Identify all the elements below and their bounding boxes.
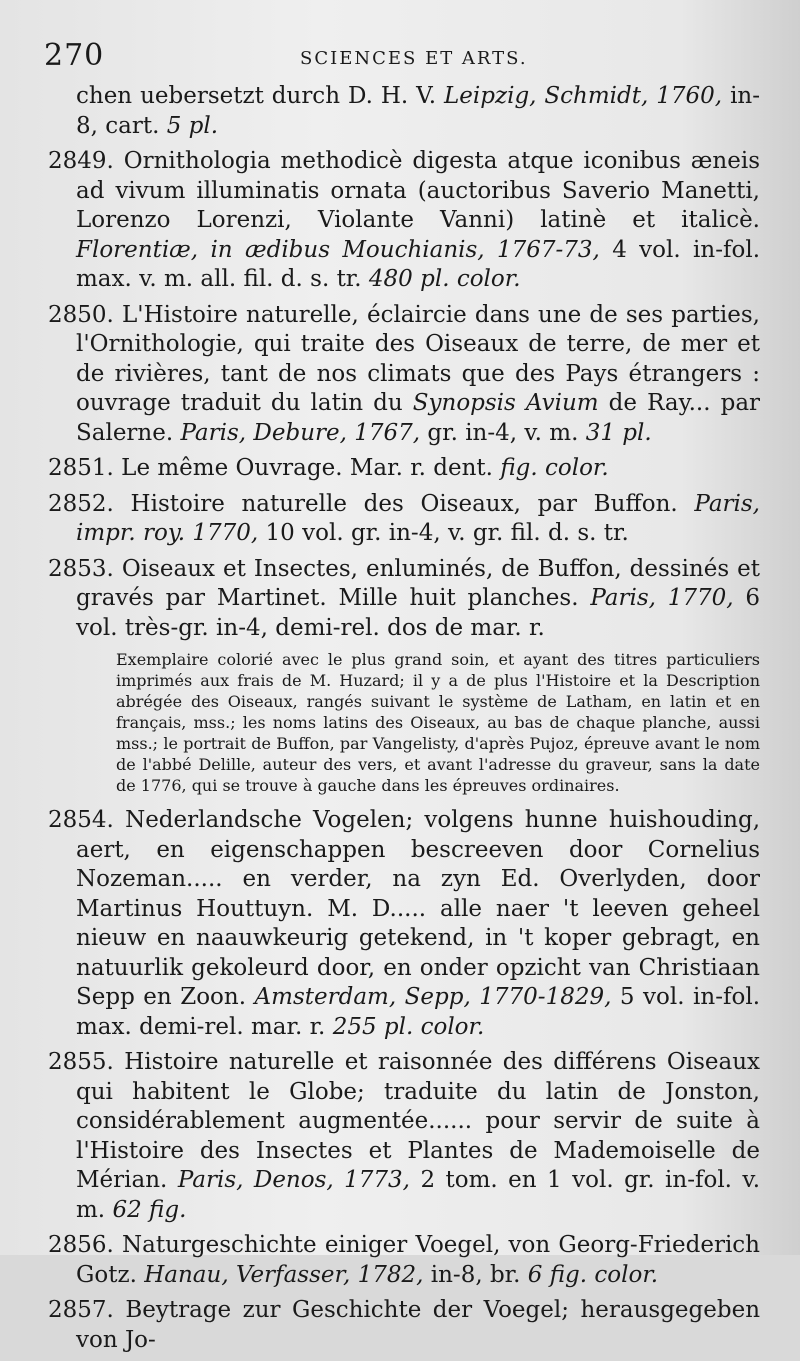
entry-plates: fig. color.	[500, 455, 609, 481]
entry-number: 2856.	[48, 1232, 114, 1258]
entry-number: 2850.	[48, 301, 114, 328]
entry-text: Ornithologia methodicè digesta atque iconibus æneis ad vivum illuminatis ornata (auctoribus Saverio Manetti, Lorenzo Lorenzi, Violante Vanni) latinè et italicè.	[76, 148, 761, 233]
entry-plates: 5 pl.	[166, 112, 219, 139]
entry-imprint: Paris, Debure, 1767,	[180, 419, 421, 446]
entry-number: 2857.	[48, 1297, 114, 1323]
entry-imprint: Florentiæ, in ædibus Mouchianis, 1767-73,	[76, 236, 600, 263]
entry-imprint: Paris, 1770,	[590, 585, 734, 611]
entry-title-italic: Synopsis Avium	[412, 390, 599, 416]
page-number: 270	[44, 38, 105, 73]
entry-number: 2851.	[48, 455, 114, 481]
entry-2854	[48, 806, 760, 1042]
entry-imprint: Paris, Denos, 1773,	[177, 1167, 410, 1193]
entry-format: 4 vol. in-fol. max. v. m. all. fil. d. s. tr.	[76, 236, 761, 292]
entry-format: in-8, br.	[430, 1261, 521, 1288]
entry-number: 2852.	[48, 490, 114, 517]
entry-text: chen uebersetzt durch D. H. V.	[76, 83, 437, 109]
entry-plates: 6 fig. color.	[527, 1261, 659, 1288]
entry-plates: 480 pl. color.	[368, 266, 521, 292]
entry-imprint: Paris, impr. roy. 1770,	[76, 490, 760, 546]
entry-number: 2849.	[48, 148, 114, 174]
entry-format: 10 vol. gr. in-4, v. gr. fil. d. s. tr.	[265, 520, 629, 546]
entry-2849	[48, 147, 760, 295]
entry-text: Beytrage zur Geschichte der Voegel; herausgegeben von Jo-	[76, 1297, 761, 1353]
entry-number: 2855.	[48, 1049, 114, 1075]
entry-text: Nederlandsche Vogelen; volgens hunne huishouding, aert, en eigenschappen bescreeven door Cornelius Nozeman..... en verder, na zyn Ed. Overlyden, door Martinus Houttuyn. M. D..... alle naer 't leeven geheel nieuw en naauwkeurig getekend, in 't koper gebragt, en natuurlik gekoleurd door, en onder opzicht van Christiaan Sepp en Zoon.	[76, 807, 761, 1010]
entry-format: in-8, cart.	[76, 83, 761, 139]
entry-plates: 62 fig.	[112, 1196, 187, 1223]
entry-number: 2854.	[48, 807, 114, 833]
entry-continuation	[48, 82, 760, 141]
entry-2853	[48, 555, 760, 644]
entry-imprint: Leipzig, Schmidt, 1760,	[444, 83, 723, 109]
entry-plates: 255 pl. color.	[332, 1013, 485, 1040]
entry-note: Exemplaire colorié avec le plus grand soin, et ayant des titres particuliers imprimés aux frais de M. Huzard; il y a de plus l'Histoire et la Description abrégée des Oiseaux, rangés suivant le système de Latham, en latin et en français, mss.; les noms latins des Oiseaux, au bas de chaque planche, aussi mss.; le portrait de Buffon, par Vangelisty, d'après Pujoz, épreuve avant le nom de l'abbé Delille, auteur des vers, et avant l'adresse du graveur, sans la date de 1776, qui se trouve à gauche dans les épreuves ordinaires.	[116, 650, 760, 795]
entry-text: Histoire naturelle des Oiseaux, par Buffon.	[130, 490, 678, 517]
entry-2857	[48, 1296, 760, 1355]
entry-format: 6 vol. très-gr. in-4, demi-rel. dos de mar. r.	[76, 585, 761, 641]
entry-text: L'Histoire naturelle, éclaircie dans une de ses parties, l'Ornithologie, qui traite des Oiseaux de terre, de mer et de rivières, tant de nos climats que des Pays étrangers : ouvrage traduit du latin du	[76, 301, 760, 416]
entry-format: 5 vol. in-fol. max. demi-rel. mar. r.	[76, 984, 761, 1040]
entry-text: Oiseaux et Insectes, enluminés, de Buffon, dessinés et gravés par Martinet. Mille huit planches.	[76, 555, 760, 611]
entry-author: de Ray... par Salerne.	[76, 390, 761, 446]
entry-text: Naturgeschichte einiger Voegel, von Georg-Friederich Gotz.	[76, 1232, 760, 1288]
page-header	[44, 38, 760, 78]
entry-text: Le même Ouvrage. Mar. r. dent.	[121, 455, 493, 481]
catalogue-body	[48, 82, 760, 1361]
entry-imprint: Amsterdam, Sepp, 1770-1829,	[254, 984, 612, 1010]
running-title: SCIENCES ET ARTS.	[300, 48, 528, 69]
entry-2856	[48, 1231, 760, 1290]
entry-format: 2 tom. en 1 vol. gr. in-fol. v. m.	[76, 1167, 761, 1223]
entry-text: Histoire naturelle et raisonnée des différens Oiseaux qui habitent le Globe; traduite du latin de Jonston, considérablement augmentée...... pour servir de suite à l'Histoire des Insectes et Plantes de Mademoiselle de Mérian.	[76, 1049, 761, 1193]
entry-2850	[48, 301, 760, 449]
entry-2852	[48, 490, 760, 549]
entry-number: 2853.	[48, 555, 114, 582]
entry-format: gr. in-4, v. m.	[427, 419, 579, 446]
entry-2851	[48, 454, 760, 484]
entry-2855	[48, 1048, 760, 1225]
entry-imprint: Hanau, Verfasser, 1782,	[144, 1261, 424, 1288]
entry-plates: 31 pl.	[585, 419, 652, 446]
